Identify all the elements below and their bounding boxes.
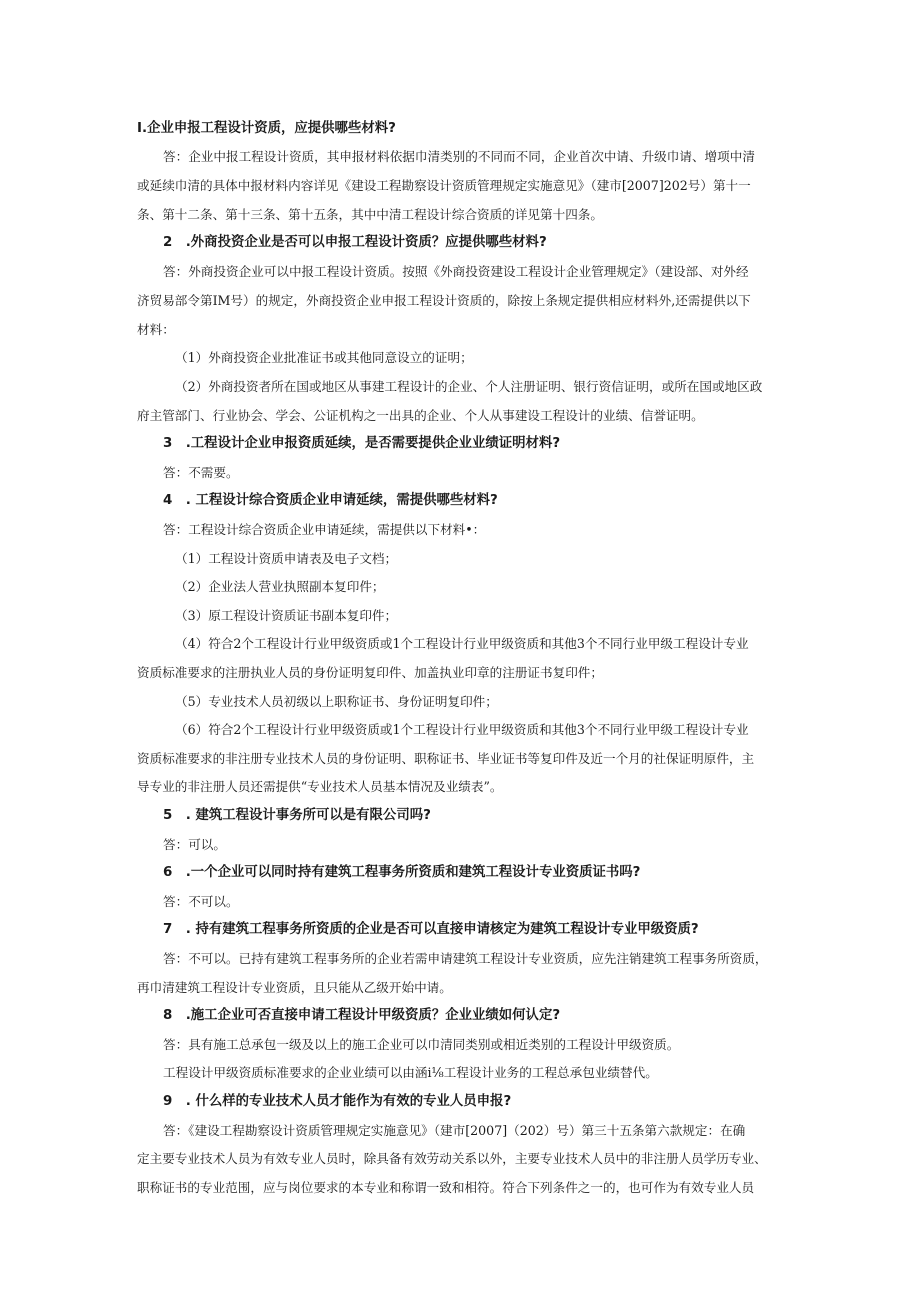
answer-line: 答：不可以。已持有建筑工程事务所的企业若需申请建筑工程设计专业资质，应先注销建筑工程事务所资质，	[163, 951, 768, 966]
answer-line: 济贸易部令第IM号）的规定，外商投资企业申报工程设计资质的，除按上条规定提供相应材料外,还需提供以下	[137, 293, 751, 308]
answer-line: 导专业的非注册人员还需提供“专业技术人员基本情况及业绩表”。	[137, 779, 503, 794]
answer-line: 或延续巾清的具体中报材料内容详见《建设工程勘察设计资质管理规定实施意见》（建市[2007]202号）第十一	[137, 178, 751, 193]
answer-line: 答：可以。	[163, 837, 226, 852]
answer-line: 定主要专业技术人员为有效专业人员时，除具备有效劳动关系以外，主要专业技术人员中的非注册人员学历专业、	[137, 1151, 767, 1166]
answer-line: 答：具有施工总承包一级及以上的施工企业可以巾清同类别或相近类别的工程设计甲级资质。	[163, 1037, 680, 1052]
answer-line: （5）专业技术人员初级以上职称证书、身份证明复印件；	[175, 694, 498, 709]
answer-line: （3）原工程设计资质证书副本复印件；	[175, 608, 398, 623]
answer-line: （6）符合2个工程设计行业甲级资质或1个工程设计行业甲级资质和其他3个不同行业甲级工程设计专业	[175, 722, 749, 737]
answer-line: 答：不需要。	[163, 465, 239, 480]
answer-line: 答：工程设计综合资质企业申请延续，需提供以下材料•：	[163, 522, 486, 537]
answer-line: （4）符合2个工程设计行业甲级资质或1个工程设计行业甲级资质和其他3个不同行业甲级工程设计专业	[175, 636, 749, 651]
question-6: 6 .一个企业可以同时持有建筑工程事务所资质和建筑工程设计专业资质证书吗?	[163, 865, 641, 880]
question-1: I.企业申报工程设计资质，应提供哪些材料?	[137, 121, 396, 136]
question-2: 2 .外商投资企业是否可以申报工程设计资质？应提供哪些材料?	[163, 235, 547, 250]
question-9: 9 . 什么样的专业技术人员才能作为有效的专业人员申报?	[163, 1094, 512, 1109]
answer-line: 工程设计甲级资质标准要求的企业业绩可以由涵i⅛工程设计业务的工程总承包业绩替代。	[163, 1065, 658, 1080]
answer-line: 答：外商投资企业可以中报工程设计资质。按照《外商投资建设工程设计企业管理规定》（建设部、对外经	[163, 264, 749, 279]
answer-line: （1）外商投资企业批准证书或其他同意设立的证明；	[175, 350, 473, 365]
answer-line: （2）企业法人营业执照副本复印件；	[175, 579, 385, 594]
answer-line: 资质标准要求的非注册专业技术人员的身份证明、职称证书、毕业证书等复印件及近一个月的社保证明原件，主	[137, 751, 755, 766]
answer-line: 条、第十二条、第十三条、第十五条，其中中清工程设计综合资质的详见第十四条。	[137, 207, 603, 222]
question-5: 5 . 建筑工程设计事务所可以是有限公司吗?	[163, 808, 431, 823]
question-8: 8 .施工企业可否直接申请工程设计甲级资质？企业业绩如何认定?	[163, 1008, 561, 1023]
answer-line: 答：企业中报工程设计资质，其申报材料依据巾清类别的不同而不同，企业首次中请、升级巾请、增项中清	[163, 149, 755, 164]
answer-line: 职称证书的专业范围，应与岗位要求的本专业和称谓一致和相符。符合下列条件之一的，也可作为有效专业人员	[137, 1180, 755, 1195]
answer-line: 答：不可以。	[163, 894, 239, 909]
answer-line: 府主管部门、行业协会、学会、公证机构之一出具的企业、个人从事建设工程设计的业绩、信誉证明。	[137, 408, 704, 423]
answer-line: 答：《建设工程勘察设计资质管理规定实施意见》（建市[2007]（202）号）第三十五条第六款规定：在确	[163, 1123, 746, 1138]
answer-line: 材料：	[137, 322, 175, 337]
answer-line: （2）外商投资者所在国或地区从事建工程设计的企业、个人注册证明、银行资信证明，或所在国或地区政	[175, 379, 763, 394]
answer-line: 再巾清建筑工程设计专业资质，且只能从乙级开始中请。	[137, 980, 452, 995]
question-3: 3 .工程设计企业申报资质延续，是否需要提供企业业绩证明材料?	[163, 436, 561, 451]
question-7: 7 . 持有建筑工程事务所资质的企业是否可以直接申请核定为建筑工程设计专业甲级资质?	[163, 922, 699, 937]
question-4: 4 . 工程设计综合资质企业申请延续，需提供哪些材料?	[163, 493, 498, 508]
answer-line: 资质标准要求的注册执业人员的身份证明复印件、加盖执业印章的注册证书复印件；	[137, 665, 603, 680]
answer-line: （1）工程设计资质申请表及电子文档；	[175, 551, 398, 566]
